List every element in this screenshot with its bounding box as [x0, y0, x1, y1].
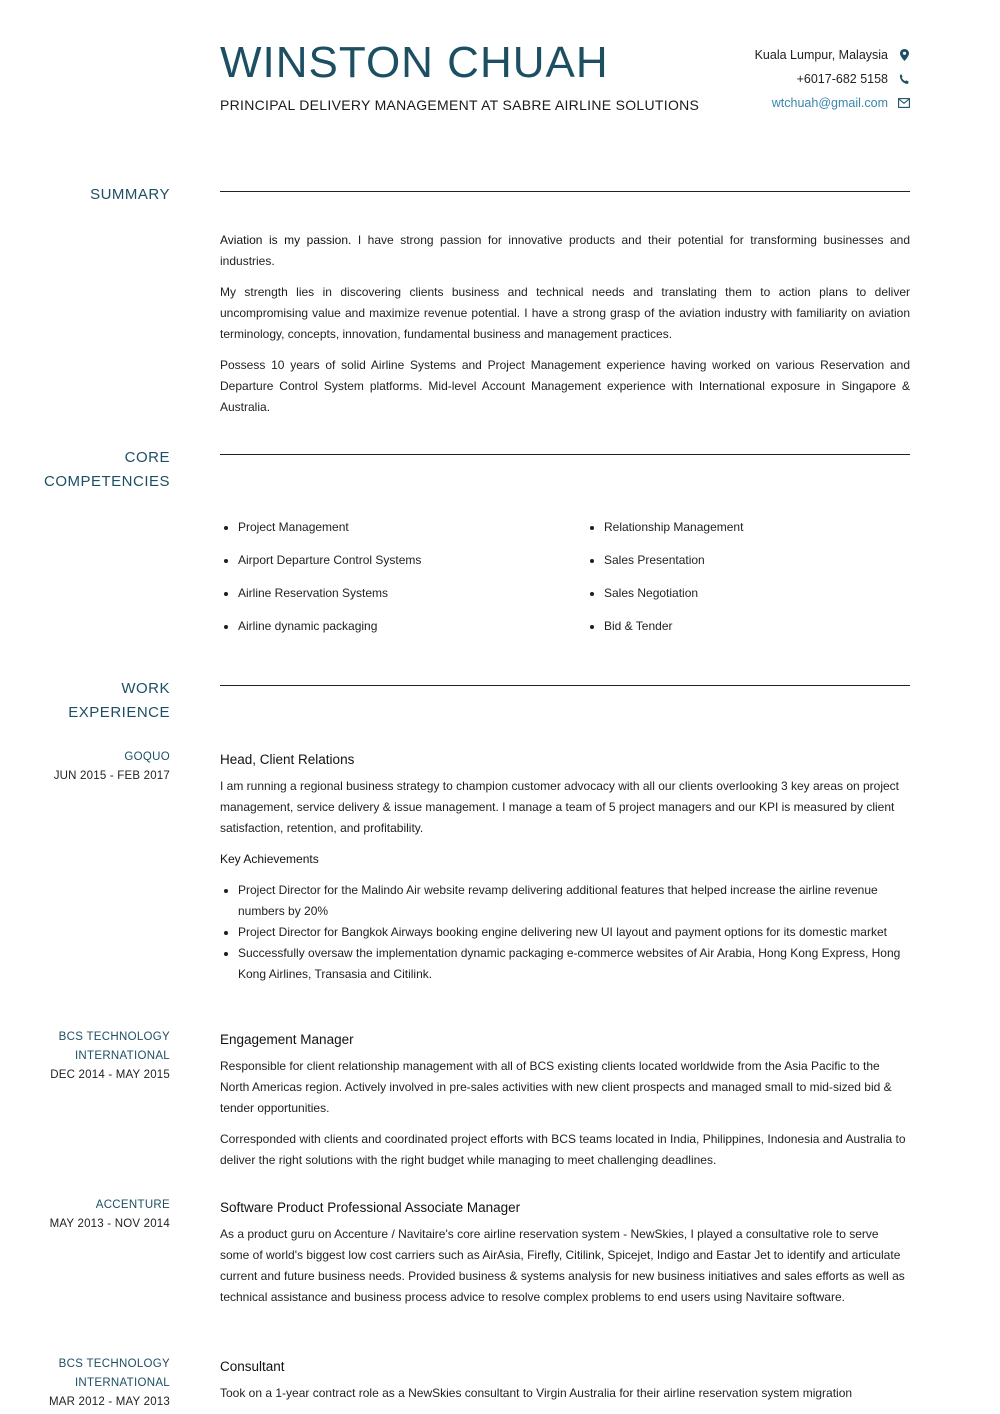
- summary-heading: SUMMARY: [90, 186, 170, 203]
- job-paragraph-2: Corresponded with clients and coordinated project efforts with BCS teams located in India, Philippines, Indonesia and Australia to deliver the right solutions with the right budget while managing to meet challenging deadlines.: [220, 1132, 906, 1167]
- job-entry-bcs-1: [220, 1030, 910, 1181]
- competency-item: • Airline dynamic packaging: [238, 616, 568, 637]
- contact-location: [610, 43, 910, 67]
- phone-text: +6017-682 5158: [796, 72, 888, 86]
- work-divider: [220, 685, 910, 686]
- summary-text: [220, 230, 910, 428]
- job-dates: MAR 2012 - MAY 2013: [49, 1396, 170, 1408]
- achievements-list: [220, 880, 910, 985]
- job-paragraph-1: Responsible for client relationship management with all of BCS existing clients located worldwide from the Asia Pacific to the North Americas region. Actively involved in pre-sales activities with new client prospects and managed small to mid-sized bid & tender opportunities.: [220, 1059, 892, 1115]
- location-text: Kuala Lumpur, Malaysia: [754, 48, 888, 62]
- work-heading: [10, 677, 170, 725]
- achievement-item: • Project Director for Bangkok Airways booking engine delivering new UI layout and payment options for its domestic market: [238, 922, 910, 943]
- competencies-divider: [220, 454, 910, 455]
- job-description: I am running a regional business strategy to champion customer advocacy with all our clients overlooking 3 key areas on project management, service delivery & issue management. I manage a team of 5 project managers and our KPI is measured by client satisfaction, retention, and profitability.: [220, 779, 900, 835]
- job-meta-accenture: [0, 1196, 170, 1234]
- job-company-line1: BCS TECHNOLOGY: [58, 1358, 170, 1370]
- competency-item: • Project Management: [238, 517, 568, 538]
- job-company-line2: INTERNATIONAL: [74, 1377, 170, 1389]
- work-heading-line2: EXPERIENCE: [68, 704, 170, 721]
- job-company-line2: INTERNATIONAL: [74, 1050, 170, 1062]
- email-link[interactable]: wtchuah@gmail.com: [771, 96, 888, 110]
- contact-block: [610, 43, 910, 115]
- work-heading-line1: WORK: [121, 680, 170, 697]
- competencies-heading: [10, 446, 170, 494]
- job-company: GOQUO: [124, 751, 170, 763]
- achievement-item: • Successfully oversaw the implementation dynamic packaging e-commerce websites of Air Arabia, Hong Kong Express, Hong Kong Airlines, Transasia and Citilink.: [238, 943, 910, 985]
- job-entry-goquo: [220, 750, 910, 985]
- job-company: ACCENTURE: [95, 1199, 170, 1211]
- summary-paragraph-1: [220, 230, 910, 272]
- candidate-headline: PRINCIPAL DELIVERY MANAGEMENT AT SABRE AIRLINE SOLUTIONS: [220, 97, 700, 113]
- summary-lead: Aviation is my passion.: [220, 233, 352, 247]
- job-title: Engagement Manager: [220, 1032, 354, 1047]
- summary-paragraph-3: Possess 10 years of solid Airline Systems and Project Management experience having worked on various Reservation and Departure Control System platforms. Mid-level Account Management experience with International exposure in Singapore & Australia.: [220, 358, 910, 414]
- competencies-heading-line2: COMPETENCIES: [43, 473, 170, 490]
- phone-icon: [898, 72, 910, 86]
- job-dates: JUN 2015 - FEB 2017: [53, 770, 170, 782]
- job-meta-bcs-1: [0, 1028, 170, 1085]
- summary-paragraph-2: My strength lies in discovering clients business and technical needs and translating them to action plans to deliver uncompromising value and maximize revenue potential. I have a strong grasp of the aviation industry with familiarity on aviation terminology, concepts, innovation, fundamental business and management practices.: [220, 285, 910, 341]
- competencies-heading-line1: CORE: [124, 449, 170, 466]
- envelope-icon: [898, 96, 910, 110]
- competency-item: • Sales Presentation: [604, 550, 934, 571]
- achievement-item: • Project Director for the Malindo Air website revamp delivering additional features that helped increase the airline revenue numbers by 20%: [238, 880, 910, 922]
- job-entry-accenture: [220, 1198, 910, 1318]
- contact-phone: [610, 67, 910, 91]
- job-dates: DEC 2014 - MAY 2015: [50, 1069, 170, 1081]
- job-meta-goquo: [0, 748, 170, 786]
- contact-email: [610, 91, 910, 115]
- competency-item: • Airport Departure Control Systems: [238, 550, 568, 571]
- summary-divider: [220, 191, 910, 192]
- job-entry-bcs-2: [220, 1357, 910, 1414]
- map-pin-icon: [898, 48, 910, 62]
- summary-p1-rest: I have strong passion for innovative products and their potential for transforming businesses and industries.: [220, 233, 910, 268]
- job-paragraph-1: As a product guru on Accenture / Navitaire's core airline reservation system - NewSkies, I played a consultative role to serve some of world's biggest low cost carriers such as AirAsia, Firefly, Citilink, Spicejet, Indigo and Eastar Jet to identify and articulate current and future business needs. Provided business & systems analysis for new business initiatives and sales efforts as well as technical assistance and business process advice to resolve complex problems to end users using Navitaire software.: [220, 1227, 905, 1304]
- job-paragraph-1: Took on a 1-year contract role as a NewSkies consultant to Virgin Australia for their airline reservation system migration: [220, 1386, 853, 1400]
- job-company-line1: BCS TECHNOLOGY: [58, 1031, 170, 1043]
- job-dates: MAY 2013 - NOV 2014: [49, 1218, 170, 1230]
- job-title: Head, Client Relations: [220, 752, 355, 767]
- competencies-list-left: [220, 517, 568, 649]
- competencies-list-right: [586, 517, 934, 649]
- candidate-name: WINSTON CHUAH: [220, 38, 609, 87]
- competency-item: • Sales Negotiation: [604, 583, 934, 604]
- job-title: Software Product Professional Associate Manager: [220, 1200, 521, 1215]
- job-title: Consultant: [220, 1359, 285, 1374]
- competency-item: • Bid & Tender: [604, 616, 934, 637]
- competency-item: • Relationship Management: [604, 517, 934, 538]
- competency-item: • Airline Reservation Systems: [238, 583, 568, 604]
- job-meta-bcs-2: [0, 1355, 170, 1412]
- achievements-heading: Key Achievements: [220, 852, 319, 866]
